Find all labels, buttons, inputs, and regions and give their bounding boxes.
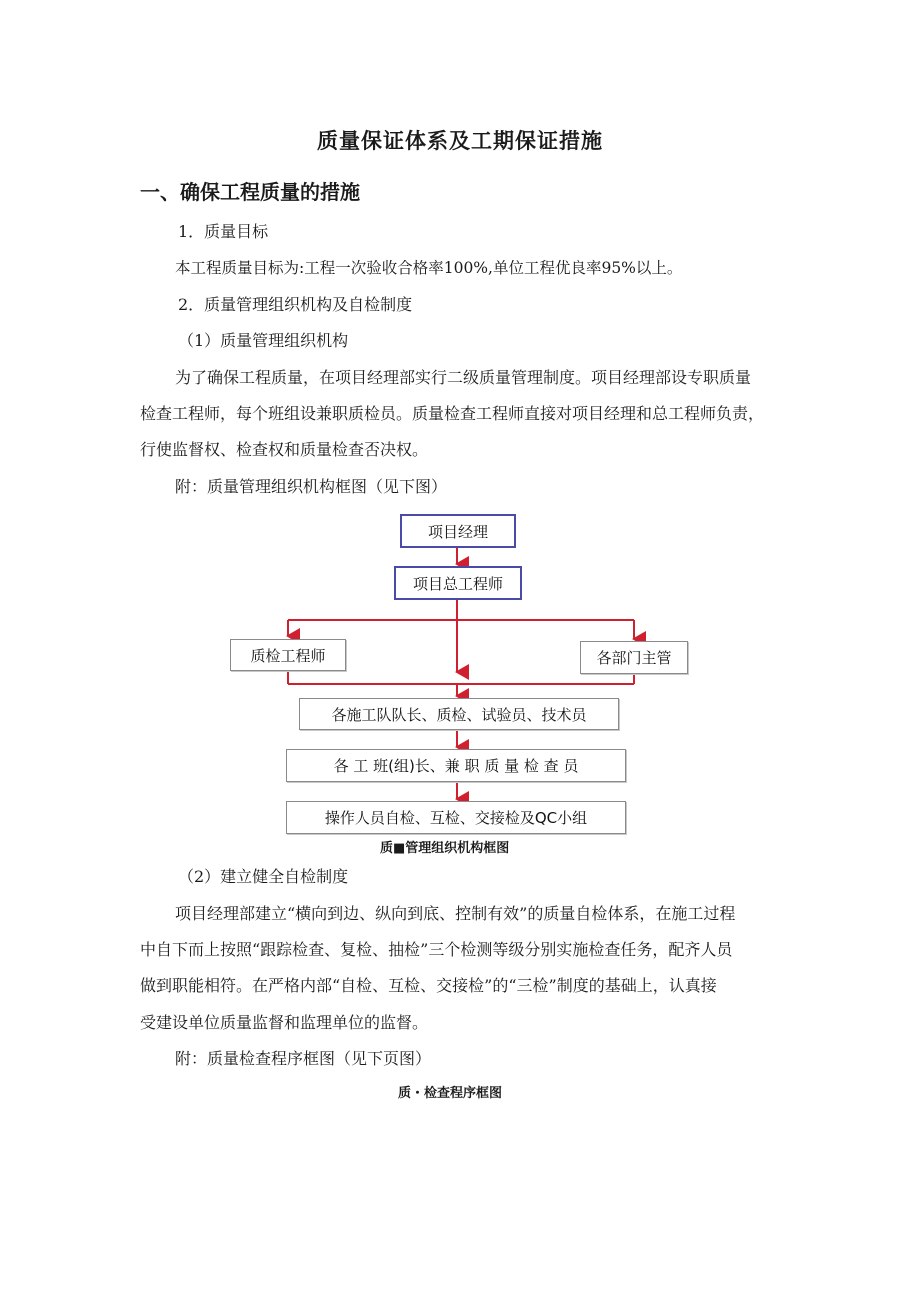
- attachment-note-1: 附：质量管理组织机构框图（见下图）: [175, 477, 448, 496]
- section-heading-1: 一、确保工程质量的措施: [140, 180, 360, 204]
- box-department-heads: 各部门主管: [580, 641, 688, 674]
- box-operators: 操作人员自检、互检、交接检及QC小组: [286, 801, 626, 834]
- para-2-line-1: 项目经理部建立“横向到边、纵向到底、控制有效”的质量自检体系，在施工过程: [175, 904, 736, 923]
- para-1-line-2: 检查工程师，每个班组设兼职质检员。质量检查工程师直接对项目经理和总工程师负责，: [140, 404, 765, 423]
- org-chart: [222, 506, 692, 836]
- page-title: 质量保证体系及工期保证措施: [317, 129, 603, 153]
- para-1-line-3: 行使监督权、检查权和质量检查否决权。: [140, 440, 429, 459]
- para-2-line-3: 做到职能相符。在严格内部“自检、互检、交接检”的“三检”制度的基础上，认真接: [140, 976, 717, 995]
- box-project-manager: 项目经理: [400, 514, 516, 548]
- attachment-note-2: 附：质量检查程序框图（见下页图）: [175, 1049, 432, 1068]
- item-1-text: 本工程质量目标为:工程一次验收合格率100%,单位工程优良率95%以上。: [175, 259, 683, 277]
- item-2-heading: 2．质量管理组织机构及自检制度: [178, 295, 413, 314]
- item-1-heading: 1．质量目标: [178, 222, 269, 241]
- para-2-line-2: 中自下而上按照“跟踪检查、复检、抽检”三个检测等级分别实施检查任务，配齐人员: [140, 940, 733, 959]
- org-chart-caption: 质■管理组织机构框图: [380, 841, 510, 856]
- box-group-leaders: 各 工 班(组)长、兼 职 质 量 检 查 员: [286, 749, 626, 782]
- box-chief-engineer: 项目总工程师: [394, 566, 522, 600]
- para-1-line-1: 为了确保工程质量，在项目经理部实行二级质量管理制度。项目经理部设专职质量: [175, 368, 752, 387]
- sub-1-heading: （1）质量管理组织机构: [178, 331, 349, 350]
- box-team-leaders: 各施工队队长、质检、试验员、技术员: [299, 698, 619, 730]
- box-quality-engineer: 质检工程师: [230, 639, 346, 671]
- inspection-chart-caption: 质・检查程序框图: [398, 1086, 503, 1101]
- para-2-line-4: 受建设单位质量监督和监理单位的监督。: [140, 1013, 429, 1032]
- sub-2-heading: （2）建立健全自检制度: [178, 867, 349, 886]
